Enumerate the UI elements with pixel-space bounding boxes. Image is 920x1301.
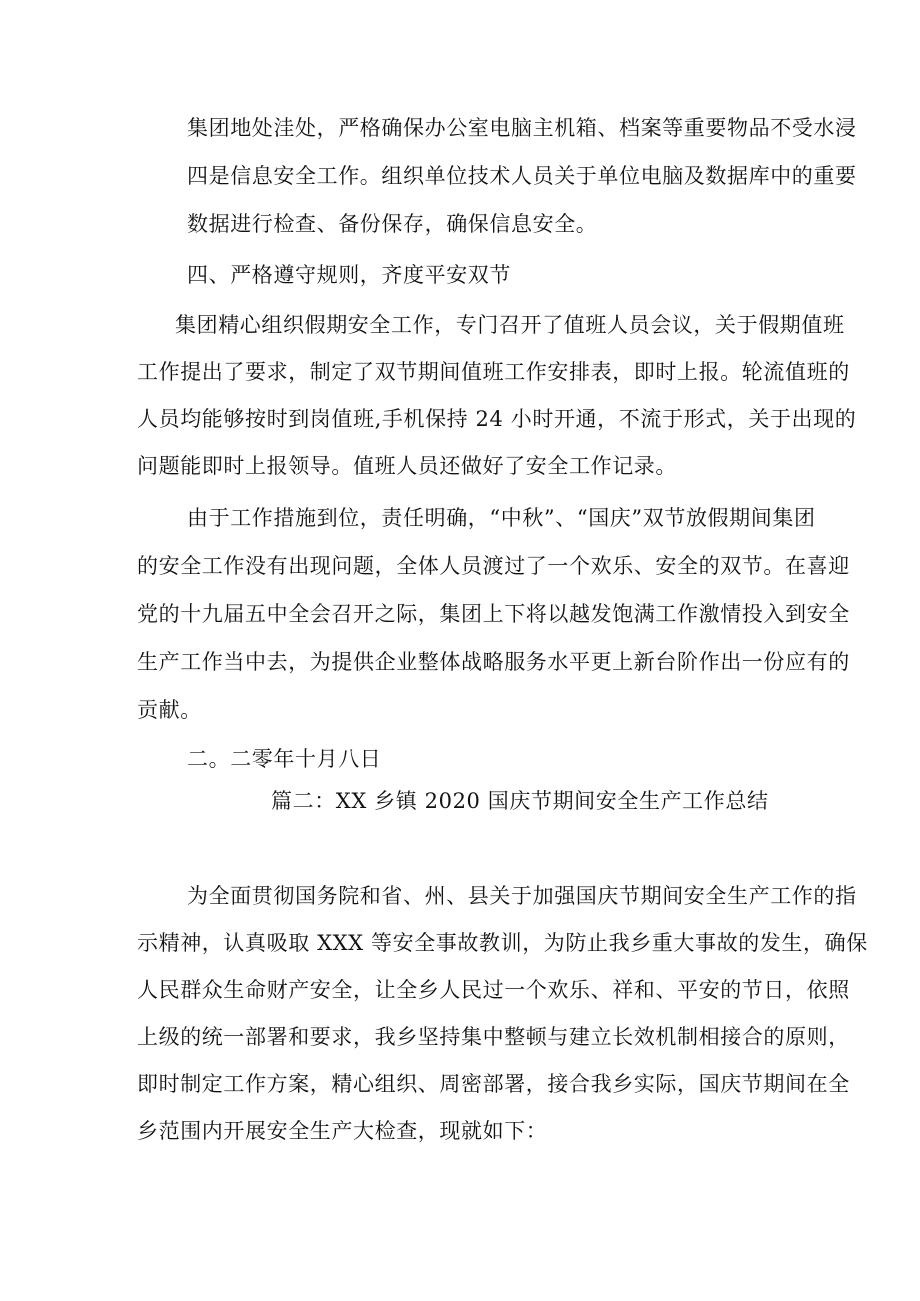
text-line: 由于工作措施到位，责任明确，“中秋”、“国庆”双节放假期间集团 bbox=[187, 506, 816, 530]
text-line: 贡献。 bbox=[137, 698, 202, 722]
text-line: 问题能即时上报领导。值班人员还做好了安全工作记录。 bbox=[137, 454, 677, 478]
document-date: 二。二零年十月八日 bbox=[187, 747, 382, 771]
text-line: 上级的统一部署和要求，我乡坚持集中整顿与建立长效机制相接合的原则， bbox=[137, 1025, 850, 1049]
text-line: 为全面贯彻国务院和省、州、县关于加强国庆节期间安全生产工作的指 bbox=[187, 884, 857, 908]
text-line: 的安全工作没有出现问题，全体人员渡过了一个欢乐、安全的双节。在喜迎 bbox=[137, 554, 850, 578]
text-line: 示精神，认真吸取 XXX 等安全事故教训，为防止我乡重大事故的发生，确保 bbox=[137, 931, 868, 955]
article-title: 篇二：XX 乡镇 2020 国庆节期间安全生产工作总结 bbox=[271, 789, 769, 813]
text-line: 集团精心组织假期安全工作，专门召开了值班人员会议，关于假期值班 bbox=[175, 313, 845, 337]
text-line: 即时制定工作方案，精心组织、周密部署，接合我乡实际，国庆节期间在全 bbox=[137, 1072, 850, 1096]
text-line: 工作提出了要求，制定了双节期间值班工作安排表，即时上报。轮流值班的 bbox=[137, 360, 850, 384]
text-line: 数据进行检查、备份保存，确保信息安全。 bbox=[187, 212, 598, 236]
text-line: 人民群众生命财产安全，让全乡人民过一个欢乐、祥和、平安的节日，依照 bbox=[137, 978, 850, 1002]
text-line: 党的十九届五中全会召开之际，集团上下将以越发饱满工作激情投入到安全 bbox=[137, 602, 850, 626]
text-line: 四是信息安全工作。组织单位技术人员关于单位电脑及数据库中的重要 bbox=[187, 164, 857, 188]
text-line: 生产工作当中去，为提供企业整体战略服务水平更上新台阶作出一份应有的 bbox=[137, 650, 850, 674]
text-line: 乡范围内开展安全生产大检查，现就如下： bbox=[137, 1119, 548, 1143]
text-line: 人员均能够按时到岗值班,手机保持 24 小时开通，不流于形式，关于出现的 bbox=[137, 407, 857, 431]
text-line: 集团地处洼处，严格确保办公室电脑主机箱、档案等重要物品不受水浸 bbox=[187, 116, 857, 140]
section-heading: 四、严格遵守规则，齐度平安双节 bbox=[187, 263, 511, 287]
